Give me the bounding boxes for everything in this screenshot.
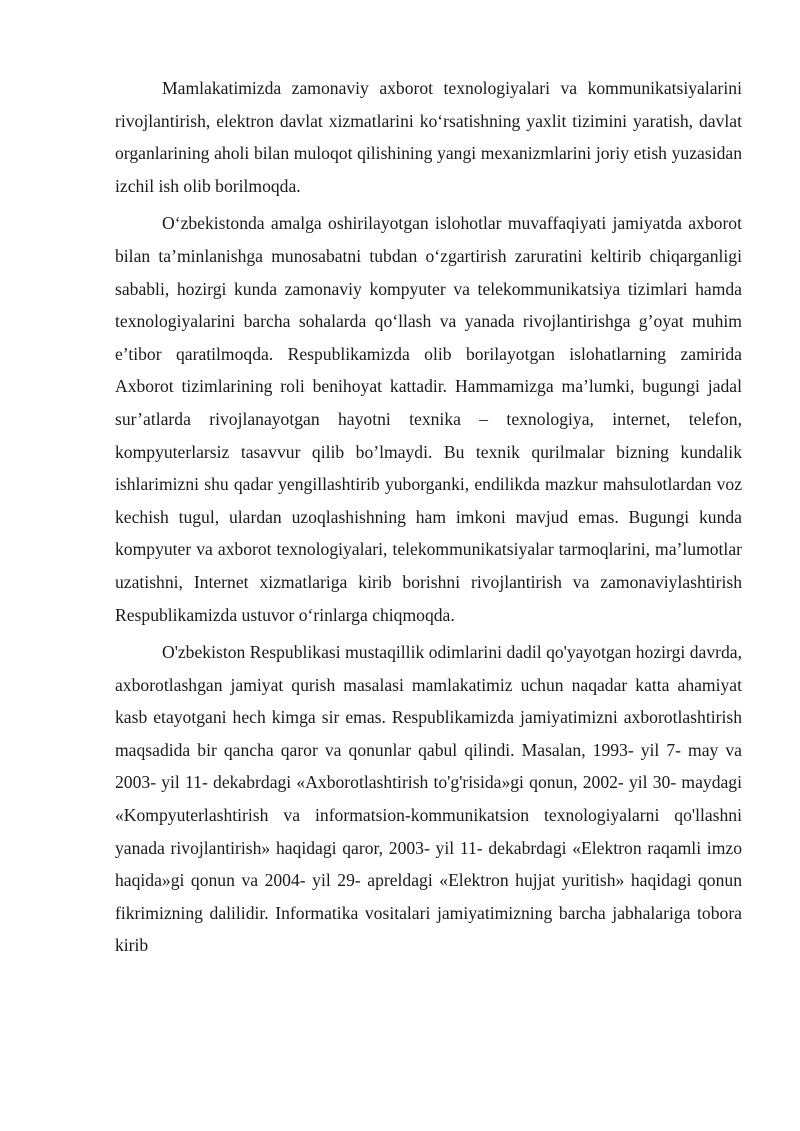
paragraph-1: Mamlakatimizda zamonaviy axborot texnologiyalari va kommunikatsiyalarini rivojlantirish, elektron davlat xizmatlarini ko‘rsatishning yaxlit tizimini yaratish, davlat organlarining aholi bilan muloqot qilishining yangi mexanizmlarini joriy etish yuzasidan izchil ish olib borilmoqda.	[115, 78, 742, 196]
document-page	[115, 72, 742, 967]
paragraph-2: O‘zbekistonda amalga oshirilayotgan islohotlar muvaffaqiyati jamiyatda axborot bilan ta’minlanishga munosabatni tubdan o‘zgartirish zaruratini keltirib chiqarganligi sababli, hozirgi kunda zamonaviy kompyuter va telekommunikatsiya tizimlari hamda texnologiyalarini barcha sohalarda qo‘llash va yanada rivojlantirishga g’oyat muhim e’tibor qaratilmoqda. Respublikamizda olib borilayotgan islohatlarning zamirida Axborot tizimlarining roli benihoyat kattadir. Hammamizga ma’lumki, bugungi jadal sur’atlarda rivojlanayotgan hayotni texnika – texnologiya, internet, telefon, kompyuterlarsiz tasavvur qilib bo’lmaydi. Bu texnik qurilmalar bizning kundalik ishlarimizni shu qadar yengillashtirib yuborganki, endilikda mazkur mahsulotlardan voz kechish tugul, ulardan uzoqlashishning ham imkoni mavjud emas. Bugungi kunda kompyuter va axborot texnologiyalari, telekommunikatsiyalar tarmoqlarini, ma’lumotlar uzatishni, Internet xizmatlariga kirib borishni rivojlantirish va zamonaviylashtirish Respublikamizda ustuvor o‘rinlarga chiqmoqda.	[115, 213, 742, 625]
paragraph-3: O'zbekiston Respublikasi mustaqillik odimlarini dadil qo'yayotgan hozirgi davrda, axborotlashgan jamiyat qurish masalasi mamlakatimiz uchun naqadar katta ahamiyat kasb etayotgani hech kimga sir emas. Respublikamizda jamiyatimizni axborotlashtirish maqsadida bir qancha qaror va qonunlar qabul qilindi. Masalan, 1993- yil 7- may va 2003- yil 11- dekabrdagi «Axborotlashtirish to'g'risida»gi qonun, 2002- yil 30- maydagi «Kompyuterlashtirish va informatsion-kommunikatsion texnologiyalarni qo'llashni yanada rivojlantirish» haqidagi qaror, 2003- yil 11- dekabrdagi «Elektron raqamli imzo haqida»gi qonun va 2004- yil 29- apreldagi «Elektron hujjat yuritish» haqidagi qonun fikrimizning dalilidir. Informatika vositalari jamiyatimizning barcha jabhalariga tobora kirib	[115, 642, 742, 956]
